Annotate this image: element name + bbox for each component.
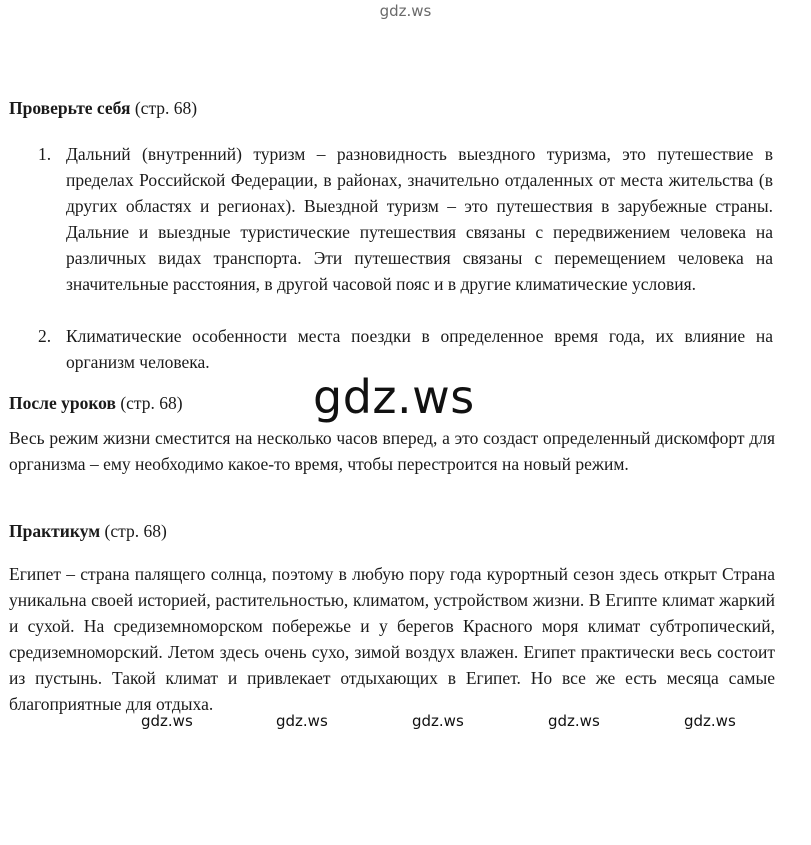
section-title: Практикум bbox=[9, 521, 101, 541]
list-number: 1. bbox=[38, 144, 52, 164]
page-reference: (стр. 68) bbox=[134, 98, 198, 118]
watermark-bottom: gdz.ws bbox=[548, 712, 600, 730]
section-heading-check-yourself bbox=[9, 98, 197, 119]
watermark-top: gdz.ws bbox=[379, 2, 432, 20]
watermark-bottom: gdz.ws bbox=[412, 712, 464, 730]
page-reference: (стр. 68) bbox=[104, 521, 167, 541]
watermark-bottom: gdz.ws bbox=[276, 712, 328, 730]
list-number: 2. bbox=[38, 326, 52, 346]
paragraph-practicum: Египет – страна палящего солнца, поэтому в любую пору года курортный сезон здесь открыт Страна уникальна своей историей, растительностью, климатом, устройством жизни. В Египте климат жаркий и сухой. На средиземноморском побережье и у берегов Красного моря климат субтропический, средиземноморский. Летом здесь очень сухо, зимой воздух влажен. Египет практически весь состоит из пустынь. Такой климат и привлекает отдыхающих в Египет. Но все же есть месяца самые благоприятные для отдыха. bbox=[9, 564, 775, 714]
section-heading-practicum bbox=[9, 521, 167, 542]
list-item bbox=[38, 323, 773, 375]
section-title: После уроков bbox=[9, 393, 116, 413]
section-title: Проверьте себя bbox=[9, 98, 131, 118]
watermark-center: gdz.ws bbox=[313, 370, 475, 424]
section-heading-after-lessons bbox=[9, 393, 183, 414]
watermark-bottom: gdz.ws bbox=[684, 712, 736, 730]
page-reference: (стр. 68) bbox=[120, 393, 183, 413]
list-item bbox=[38, 141, 773, 323]
watermark-bottom: gdz.ws bbox=[141, 712, 193, 730]
paragraph-after-lessons: Весь режим жизни сместится на несколько часов вперед, а это создаст определенный дискомфорт для организма – ему необходимо какое-то время, чтобы перестроится на новый режим. bbox=[9, 428, 775, 474]
list-text: Дальний (внутренний) туризм – разновидность выездного туризма, это путешествие в пределах Российской Федерации, в районах, значительно отдаленных от места жительства (в других областях и регионах). Выездной туризм – это путешествия в зарубежные страны. Дальние и выездные туристические путешествия связаны с передвижением человека на различных видах транспорта. Эти путешествия связаны с перемещением человека на значительные расстояния, в другой часовой пояс и в другие климатические условия. bbox=[66, 144, 773, 294]
list-text: Климатические особенности места поездки в определенное время года, их влияние на организм человека. bbox=[66, 326, 773, 372]
